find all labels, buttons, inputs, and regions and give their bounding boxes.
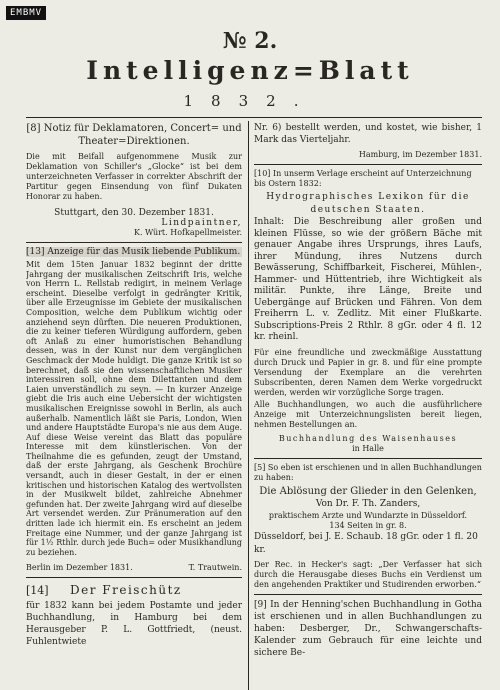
left-column	[26, 122, 242, 690]
ad5-title: Die Ablösung der Glieder in den Gelenken,	[259, 485, 477, 497]
separator	[254, 164, 482, 165]
ad5-pages: 134 Seiten in gr. 8.	[329, 520, 407, 530]
masthead-year: 1832.	[183, 92, 317, 110]
masthead-rule	[26, 117, 482, 118]
separator	[26, 242, 242, 243]
continuation-text: Nr. 6) bestellt werden, und kostet, wie bisher, 1 Mark das Vierteljahr.	[254, 123, 482, 145]
separator	[26, 577, 242, 578]
ad10-text-3: Alle Buchhandlungen, wo auch die ausführlichere Anzeige mit Unterzeichnungslisten bereit liegen, nehmen Bestellungen an.	[254, 399, 482, 429]
separator	[254, 458, 482, 459]
ad8-place: Stuttgart, den 30. Dezember 1831.	[54, 208, 214, 218]
masthead-title: Intelligenz=Blatt	[86, 56, 414, 85]
ad5-intro: [5] So eben ist erschienen und in allen Buchhandlungen zu haben:	[254, 462, 482, 482]
ad8-heading: [8] Notiz für Deklamatoren, Concert= und Theater=Direktionen.	[26, 123, 242, 147]
ad14-number: [14]	[26, 584, 49, 598]
ad8-signature-title: K. Würt. Hofkapellmeister.	[133, 228, 242, 237]
ad5-review: Der Rec. in Hecker's sagt: „Der Verfasser hat sich durch die Herausgabe dieses Buchs ein Verdienst um den angehenden Praktiker und Studirenden erworben.“	[254, 559, 482, 589]
ad5-price: Düsseldorf, bei J. E. Schaub. 18 gGr. oder 1 fl. 20 kr.	[254, 531, 478, 555]
ad10-publisher: Buchhandlung des Waisenhauses	[278, 433, 458, 443]
ad14-text: für 1832 kann bei jedem Postamte und jeder Buchhandlung, in Hamburg bei dem Herausgeber P. L. Gottfriedt, (neust. Fuhlentwiete	[26, 601, 242, 648]
ad9-text: [9] In der Henning'schen Buchhandlung in Gotha ist erschienen und in allen Buchhandlungen zu haben: Desberger, Dr., Schwangerschafts-Kalender zum Gebrauch für eine leichte und sichere Be-	[254, 599, 482, 658]
archive-stamp: EMBMV	[6, 6, 46, 20]
continuation-place: Hamburg, im Dezember 1831.	[358, 150, 482, 159]
ad10-intro: [10] In unserm Verlage erscheint auf Unterzeichnung bis Ostern 1832:	[254, 169, 472, 188]
ad13-heading: [13] Anzeige für das Musik liebende Publikum.	[26, 247, 241, 257]
ad5-author-role: praktischem Arzte und Wundarzte in Düsseldorf.	[268, 510, 468, 520]
ad5-author: Von Dr. F. Th. Zanders,	[315, 498, 421, 509]
ad8-signature: Lindpaintner,	[161, 218, 242, 228]
right-column	[254, 122, 482, 690]
ad10-text: Inhalt: Die Beschreibung aller großen und kleinen Flüsse, so wie der größern Bäche mit genauer Angabe ihres Ursprungs, ihres Laufs, ihrer Mündung, ihres Nutzens durch Bewässerung, Schiffbarkeit, Fischerei, Mühlen-, Hammer- und Hüttentrieb, ihre Wichtigkeit als militär. Punkte, ihre Länge, Breite und Uebergänge auf Brücken und Fähren. Von dem Freiherrn L. v. Zedlitz. Mit einer Flußkarte. Subscriptions-Preis 2 Rthlr. 8 gGr. oder 4 fl. 12 kr. rheinl.	[254, 217, 482, 342]
column-divider	[248, 121, 249, 690]
ad13-signature: T. Trautwein.	[188, 563, 242, 573]
ad10-text-2: Für eine freundliche und zweckmäßige Ausstattung durch Druck und Papier in gr. 8. und für eine prompte Versendung der Exemplare an die verehrten Subscribenten, deren Namen dem Werke vorgedruckt werden, werden wir vorzügliche Sorge tragen.	[254, 347, 482, 397]
separator	[254, 594, 482, 595]
ad10-title: Hydrographisches Lexikon für die deutschen Staaten.	[266, 192, 470, 215]
ad10-publisher-place: in Halle	[352, 443, 384, 453]
ad14-title: Der Freischütz	[70, 583, 182, 598]
ad13-text: Mit dem 15ten Januar 1832 beginnt der dritte Jahrgang der musikalischen Zeitschrift Iris, welche von Herrn L. Rellstab redigirt, in meinem Verlage erscheint. Dieselbe verfolgt in gedrängter Kritik, über alle Erzeugnisse im Gebiete der musikalischen Composition, welche dem Publikum wichtig oder anziehend seyn dürften. Die neueren Produktionen, die zu keiner tieferen Würdigung auffordern, geben oft Anlaß zu einer humoristischen Behandlung dessen, was in der Kunst nur dem vergänglichen Geschmack der Mode huldigt. Die ganze Kritik ist so berechnet, daß sie den wissenschaftlichen Musiker interessiren soll, ohne dem Dilettanten und dem Laien unverständlich zu seyn. — In kurzer Anzeige giebt die Iris auch eine Uebersicht der wichtigsten musikalischen Ereignisse sowohl in Berlin, als auch außerhalb. Namentlich läßt sie Paris, London, Wien und andere Hauptstädte Europa's nie aus dem Auge. Auf diese Weise vereint das Blatt das populäre Interesse mit dem künstlerischen. Von der Theilnahme die es gefunden, zeugt der Umstand, daß der erste Jahrgang, als Geschenk Brochüre versandt, auch in dieser Gestalt, in der er einen kritischen und historischen Katalog des wertvollsten in der Musikwelt bildet, zahlreiche Abnehmer gefunden hat. Der zweite Jahrgang wird auf dieselbe Art versendet werden. Zur Pränumeration auf den dritten lade ich hiermit ein. Es erscheint an jedem Freitage eine Nummer, und der ganze Jahrgang ist für 1½ Rthlr. durch jede Buch= oder Musikhandlung zu beziehen.	[26, 260, 242, 557]
ad8-text: Die mit Beifall aufgenommene Musik zur Deklamation von Schiller's „Glocke“ ist bei dem unterzeichneten Verfasser in correkter Abschrift der Partitur gegen Einsendung von fünf Dukaten Honorar zu haben.	[26, 152, 242, 201]
issue-number: № 2.	[222, 28, 278, 54]
ad13-place: Berlin im Dezember 1831.	[26, 563, 133, 573]
